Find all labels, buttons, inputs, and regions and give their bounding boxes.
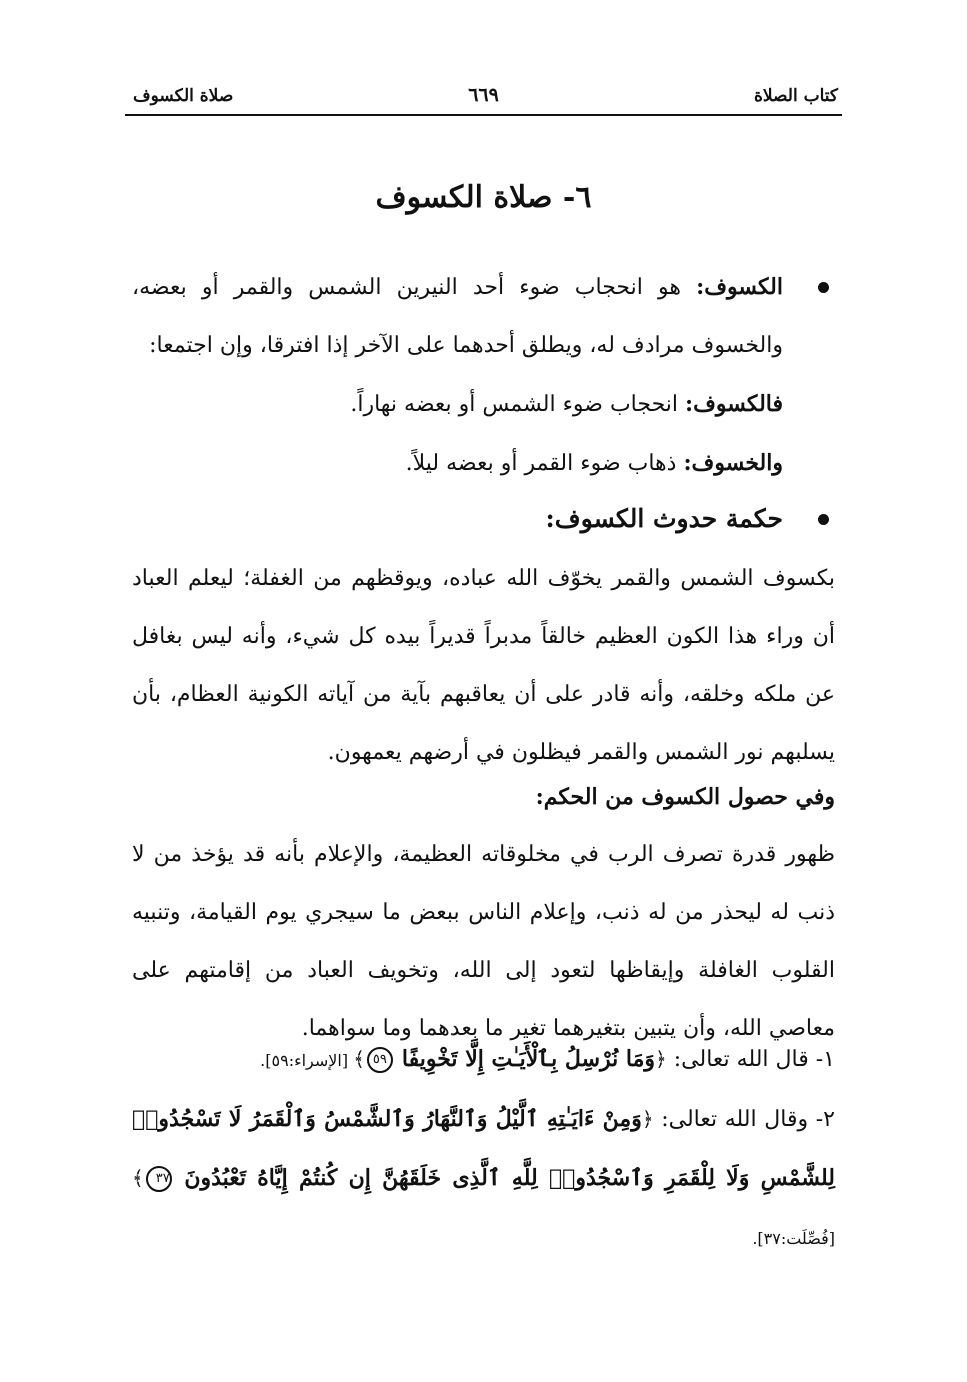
wisdom-section xyxy=(132,490,835,782)
quran-verse: وَمِنْ ءَايَـٰتِهِ ٱلَّيْلُ وَٱلنَّهَارُ وَٱلشَّمْسُ وَٱلْقَمَرُ لَا تَسْجُدُوا۟ لِلشَّمْسِ وَلَا لِلْقَمَرِ وَٱسْجُدُوا۟ لِلَّهِ ٱلَّذِى خَلَقَهُنَّ إِن كُنتُمْ إِيَّاهُ تَعْبُدُونَ xyxy=(132,1106,835,1191)
wisdom-heading-line xyxy=(132,490,835,550)
wisdom-heading: حكمة حدوث الكسوف: xyxy=(545,504,783,533)
quran-verse: وَمَا نُرْسِلُ بِٱلْأَيَـٰتِ إِلَّا تَخْوِيفًا xyxy=(401,1046,656,1072)
kusuf-definition xyxy=(132,375,835,434)
ornate-bracket-close: ﴾ xyxy=(132,1166,144,1190)
benefits-section xyxy=(132,768,835,1058)
verse-reference: [فُصِّلَت:٣٧]. xyxy=(752,1229,835,1248)
definition-paragraph xyxy=(132,258,835,375)
khusuf-text: ذهاب ضوء القمر أو بعضه ليلاً. xyxy=(405,451,684,476)
evidence-item-1 xyxy=(132,1030,835,1090)
verse-reference: [الإسراء:٥٩]. xyxy=(260,1051,354,1070)
khusuf-term: والخسوف: xyxy=(683,450,783,476)
ayah-number-badge: ٥٩ xyxy=(367,1047,393,1073)
evidence-section xyxy=(132,1030,835,1268)
ornate-bracket-open: ﴿ xyxy=(655,1047,667,1071)
kusuf-term: فالكسوف: xyxy=(685,391,783,417)
kusuf-text: انحجاب ضوء الشمس أو بعضه نهاراً. xyxy=(350,392,685,417)
bullet-icon xyxy=(818,514,829,525)
benefits-paragraph: ظهور قدرة تصرف الرب في مخلوقاته العظيمة، والإعلام بأنه قد يؤخذ من لا ذنب له ليحذر من له ذنب، وإعلام الناس ببعض ما سيجري يوم القيامة، وتنبيه القلوب الغافلة وإيقاظها لتعود إلى الله، وتخويف العباد من إقامتهم على معاصي الله، وأن يتبين بتغيرهما تغير ما بعدهما وما سواهما. xyxy=(132,842,835,1041)
header-page-number: ٦٦٩ xyxy=(468,84,499,106)
evidence-prefix: ١- قال الله تعالى: xyxy=(666,1047,835,1072)
header-chapter-title: صلاة الكسوف xyxy=(133,86,234,106)
running-header xyxy=(125,84,842,116)
ayah-number-badge: ٣٧ xyxy=(146,1166,172,1192)
ornate-bracket-close: ﴾ xyxy=(353,1047,365,1071)
khusuf-definition xyxy=(132,434,835,493)
header-book-title: كتاب الصلاة xyxy=(753,86,838,106)
section-title: ٦- صلاة الكسوف xyxy=(375,180,592,215)
definition-section xyxy=(132,258,835,493)
wisdom-paragraph: بكسوف الشمس والقمر يخوّف الله عباده، ويوقظهم من الغفلة؛ ليعلم العباد أن وراء هذا الكون العظيم خالقاً مدبراً قديراً بيده كل شيء، وأنه ليس بغافل عن ملكه وخلقه، وأنه قادر على أن يعاقبهم بآية من آياته الكونية العظام، بأن يسلبهم نور الشمس والقمر فيظلون في أرضهم يعمهون. xyxy=(132,566,835,765)
ornate-bracket-open: ﴿ xyxy=(641,1107,654,1131)
bullet-icon xyxy=(818,282,829,293)
definition-term: الكسوف: xyxy=(696,274,783,300)
evidence-prefix: ٢- وقال الله تعالى: xyxy=(653,1107,835,1132)
benefits-heading: وفي حصول الكسوف من الحكم: xyxy=(535,784,835,810)
evidence-item-2 xyxy=(132,1090,835,1268)
definition-text: هو انحجاب ضوء أحد النيرين الشمس والقمر أو بعضه، والخسوف مرادف له، ويطلق أحدهما على الآخر إذا افترقا، وإن اجتمعا: xyxy=(132,275,783,358)
